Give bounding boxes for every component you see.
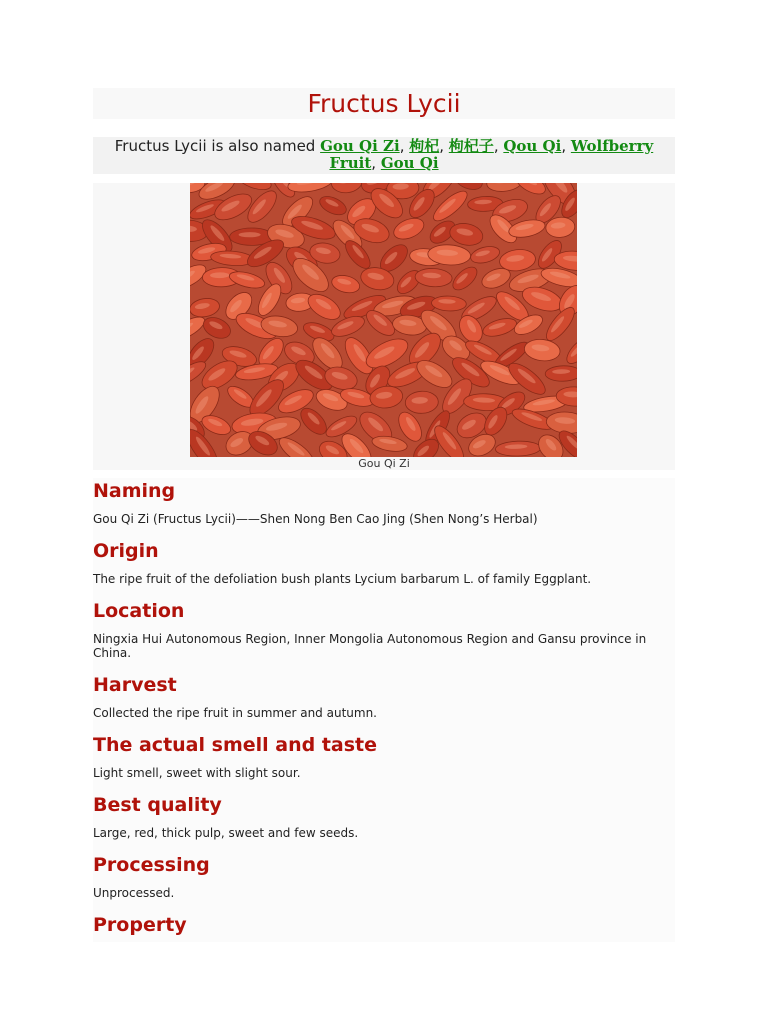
section-text-naming: Gou Qi Zi (Fructus Lycii)——Shen Nong Ben Cao Jing (Shen Nong’s Herbal)	[93, 512, 538, 526]
goji-berries-illustration	[190, 183, 577, 457]
alias-link-gou-qi-zi[interactable]: Gou Qi Zi	[320, 137, 400, 155]
article	[93, 88, 675, 942]
alias-link-gouqizi-cn[interactable]: 枸杞子	[448, 137, 494, 155]
section-heading-harvest: Harvest	[93, 674, 177, 696]
section-heading-processing: Processing	[93, 854, 210, 876]
alias-link-wolfberry-fruit[interactable]: Wolfberry Fruit	[329, 137, 654, 172]
section-heading-origin: Origin	[93, 540, 159, 562]
goji-berry-shape	[330, 183, 363, 194]
section-text-harvest: Collected the ripe fruit in summer and autumn.	[93, 706, 377, 720]
figure	[93, 183, 675, 470]
section-heading-best-quality: Best quality	[93, 794, 222, 816]
section-heading-naming: Naming	[93, 480, 176, 502]
title-bar	[93, 88, 675, 119]
goji-berry-shape	[452, 183, 485, 193]
alias-link-gou-qi[interactable]: Gou Qi	[380, 154, 439, 172]
section-heading-property: Property	[93, 914, 187, 936]
goji-berry-shape	[486, 183, 524, 193]
also-named-prefix: Fructus Lycii is also named	[114, 137, 321, 155]
goji-berries-photo	[190, 183, 577, 457]
page-title: Fructus Lycii	[307, 89, 461, 118]
section-text-origin: The ripe fruit of the defoliation bush plants Lycium barbarum L. of family Eggplant.	[93, 572, 592, 586]
section-text-best-quality: Large, red, thick pulp, sweet and few seeds.	[93, 826, 359, 840]
sections	[93, 478, 675, 942]
alias-link-qou-qi[interactable]: Qou Qi	[503, 137, 562, 155]
section-heading-location: Location	[93, 600, 185, 622]
section-text-location: Ningxia Hui Autonomous Region, Inner Mongolia Autonomous Region and Gansu province in China.	[93, 632, 647, 660]
alias-link-gouqi-cn[interactable]: 枸杞	[409, 137, 440, 155]
also-named-line: Fructus Lycii is also named Gou Qi Zi, 枸杞, 枸杞子, Qou Qi, Wolfberry Fruit, Gou Qi	[93, 137, 675, 174]
section-text-smell-taste: Light smell, sweet with slight sour.	[93, 766, 301, 780]
figure-caption: Gou Qi Zi	[358, 457, 410, 470]
section-heading-smell-taste: The actual smell and taste	[93, 734, 378, 756]
section-text-processing: Unprocessed.	[93, 886, 175, 900]
